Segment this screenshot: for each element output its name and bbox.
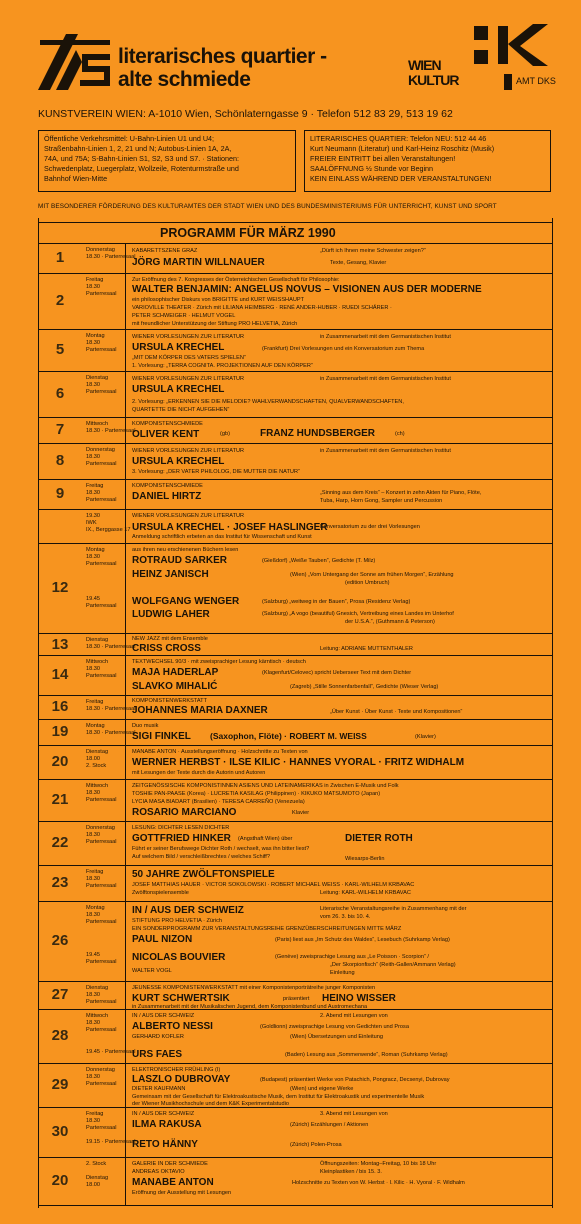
event-name: JOHANNES MARIA DAXNER: [132, 705, 268, 716]
event-detail: (gb): [220, 431, 230, 437]
event-name: ILMA RAKUSA: [132, 1119, 202, 1130]
event-text: EIN SONDERPROGRAMM ZUR VERANSTALTUNGSREIHE GRENZÜBERSCHREITUNGEN MITTE MÄRZ: [132, 926, 402, 932]
event-detail: (Budapest) präsentiert Werke von Patachich, Pongracz, Decsenyi, Dubrovay: [260, 1077, 450, 1083]
event-detail: Klavier: [292, 810, 310, 816]
program-row: [38, 444, 553, 480]
event-text: WIENER VORLESUNGEN ZUR LITERATUR: [132, 334, 245, 340]
event-detail: Leitung: KARL-WILHELM KRBAVAC: [320, 890, 411, 896]
contact-info-box: [304, 130, 551, 192]
event-detail: „Sinning aus dem Kreis“ – Konzert in zehn Akten für Piano, Flöte,: [320, 490, 482, 496]
program-row: [38, 244, 553, 274]
program-row: [38, 1108, 553, 1158]
event-detail: HEINO WISSER: [322, 993, 396, 1004]
event-detail: der U.S.A.“, (Guthmann & Peterson): [345, 619, 435, 625]
event-text: 1. Vorlesung: „TERRA COGNITA. PROJEKTIONEN AUF DEN KÖRPER“: [132, 363, 313, 369]
event-name: WERNER HERBST · ILSE KILIC · HANNES VYORAL · FRITZ WIDHALM: [132, 757, 465, 768]
event-detail: Leitung: ADRIANE MUTTENTHALER: [320, 646, 413, 652]
event-text: Anmeldung schriftlich erbeten an das Institut für Wissenschaft und Kunst: [132, 534, 312, 540]
event-name: ROTRAUD SARKER: [132, 555, 227, 566]
event-time: Freitag 18.30 Parterresaal: [86, 869, 117, 889]
event-text: ZEITGENÖSSISCHE KOMPONISTINNEN ASIENS UND LATEINAMERIKAS in Zwischen E-Musik und Folk: [132, 783, 399, 789]
event-text: aus ihren neu erschienenen Büchern lesen: [132, 547, 239, 553]
event-detail: Konversatorium zu der drei Vorlesungen: [320, 524, 420, 530]
event-name: ROSARIO MARCIANO: [132, 807, 237, 818]
event-name: RETO HÄNNY: [132, 1139, 198, 1150]
event-text: TOSHIE PAN-PAASE (Korea) · LUCRETIA KASILAG (Philippinen) · KIKUKO MATSUMOTO (Japan): [132, 791, 381, 797]
day-number: 22: [51, 834, 69, 851]
event-text: DIETER KAUFMANN: [132, 1086, 186, 1092]
program-row: [38, 330, 553, 372]
contact-line: FREIER EINTRITT bei allen Veranstaltungen!: [310, 154, 456, 163]
event-text: MANABE ANTON · Ausstellungseröffnung · Holzschnitte zu Texten von: [132, 749, 308, 755]
event-text: IN / AUS DER SCHWEIZ: [132, 1013, 195, 1019]
day-number: 29: [51, 1076, 69, 1093]
amt-text: AMT DKS: [516, 76, 556, 86]
event-name: 50 JAHRE ZWÖLFTONSPIELE: [132, 869, 275, 880]
event-text: KOMPONISTENWERKSTATT: [132, 698, 207, 704]
event-time: Mittwoch 18.30 Parterresaal: [86, 1013, 117, 1033]
program-row: [38, 866, 553, 902]
event-detail: (Baden) Lesung aus „Sommerwende“, Roman (Suhrkamp Verlag): [285, 1052, 448, 1058]
event-detail: (Wien) „Vom Untergang der Sonne am frühen Morgen“, Erzählung: [290, 572, 454, 578]
day-number: 16: [51, 698, 69, 715]
day-number: 8: [55, 452, 65, 469]
event-text: ein philosophischer Diskurs von BRIGITTE und KURT WEISSHAUPT: [132, 297, 305, 303]
event-text: mit freundlicher Unterstützung der Stiftung PRO HELVETIA, Zürich: [132, 321, 298, 327]
event-time: Donnerstag 18.30 Parterresaal: [86, 1067, 117, 1087]
program-row: [38, 418, 553, 444]
event-text: QUARTETTE DIE NICHT AUFGEHEN“: [132, 407, 230, 413]
event-name: PAUL NIZON: [132, 934, 193, 945]
program-row: [38, 372, 553, 418]
transport-line: Bahnhof Wien-Mitte: [44, 174, 108, 183]
event-name: URSULA KRECHEL: [132, 342, 225, 353]
event-text: GERHARD KOFLER: [132, 1034, 184, 1040]
event-text: TEXTWECHSEL 90/3 · mit zweisprachiger Lesung kärntisch · deutsch: [132, 659, 306, 665]
event-text: Führt er seiner Berufswege Dichter Roth / wechselt, was ihn bitter liest?: [132, 846, 310, 852]
event-name: ALBERTO NESSI: [132, 1021, 213, 1032]
event-time: Donnerstag 18.30 · Parterresaal: [86, 247, 136, 260]
event-time: Freitag 18.30 Parterresaal: [86, 277, 117, 297]
event-name: MAJA HADERLAP: [132, 667, 219, 678]
event-text: KOMPONISTENSCHMIEDE: [132, 421, 203, 427]
contact-line: SAALÖFFNUNG ½ Stunde vor Beginn: [310, 164, 434, 173]
event-detail: (Zürich) Polen-Prosa: [290, 1142, 342, 1148]
event-time: Montag 18.30 Parterresaal: [86, 547, 117, 567]
transport-line: Straßenbahn-Linien 1, 2, 21 und N; Autobus-Linien 1A, 2A,: [44, 144, 232, 153]
event-time: Mittwoch 18.30 Parterresaal: [86, 659, 117, 679]
event-time: Freitag 18.30 Parterresaal: [86, 483, 117, 503]
event-detail: (ch): [395, 431, 405, 437]
event-detail: (Klagenfurt/Celovec) spricht Ueberseer Text mit dem Dichter: [262, 670, 412, 676]
event-detail: vom 26. 3. bis 10. 4.: [320, 914, 371, 920]
day-number: 20: [51, 1172, 69, 1189]
alte-schmiede-logo: [38, 32, 113, 90]
event-text: LYCIA MASA BIADART (Brasilien) · TERESA CARREÑO (Venezuela): [132, 799, 305, 805]
event-name: KURT SCHWERTSIK: [132, 993, 230, 1004]
day-number: 5: [55, 341, 65, 358]
program-row: [38, 822, 553, 866]
header-title-line2: alte schmiede: [118, 68, 251, 91]
event-name: URSULA KRECHEL · JOSEF HASLINGER: [132, 522, 328, 533]
day-number: 14: [51, 666, 69, 683]
event-detail: FRANZ HUNDSBERGER: [260, 428, 375, 439]
event-time: Montag 18.30 Parterresaal: [86, 333, 117, 353]
program-row: [38, 544, 553, 634]
event-detail: Holzschnitte zu Texten von W. Herbst · I. Kilic · H. Vyoral · F. Widhalm: [292, 1180, 465, 1186]
event-name: DANIEL HIRTZ: [132, 491, 202, 502]
program-row: [38, 656, 553, 696]
event-detail: in Zusammenarbeit mit dem Germanistischen Institut: [320, 448, 451, 454]
event-name: CRISS CROSS: [132, 643, 201, 654]
event-time: Dienstag 18.00 2. Stock: [86, 749, 109, 769]
event-name: WALTER BENJAMIN: ANGELUS NOVUS – VISIONEN AUS DER MODERNE: [132, 284, 482, 295]
event-name: URS FAES: [132, 1049, 183, 1060]
event-name: SLAVKO MIHALIĆ: [132, 681, 218, 692]
event-detail: (Genève) zweisprachige Lesung aus „Le Poisson · Scorpion“ /: [275, 954, 429, 960]
event-text: JEUNESSE KOMPONISTENWERKSTATT mit einer Komponistenporträtreihe junger Komponisten: [132, 985, 376, 991]
event-detail: Tuba, Harp, Horn Gong, Sampler und Percussion: [320, 498, 443, 504]
event-detail: (edition Umbruch): [345, 580, 390, 586]
program-row: [38, 1158, 553, 1206]
event-text: KOMPONISTENSCHMIEDE: [132, 483, 203, 489]
event-detail: Öffnungszeiten: Montag–Freitag, 10 bis 18 Uhr: [320, 1161, 437, 1167]
contact-line: LITERARISCHES QUARTIER: Telefon NEU: 512 44 46: [310, 134, 487, 143]
event-text: KABARETTSZENE GRAZ: [132, 248, 198, 254]
contact-line: Kurt Neumann (Literatur) und Karl-Heinz Roschitz (Musik): [310, 144, 495, 153]
event-time: Montag 18.30 Parterresaal: [86, 905, 117, 925]
event-detail: (Paris) liest aus „Im Schutz des Waldes“, Lesebuch (Suhrkamp Verlag): [275, 937, 450, 943]
event-text: WALTER VOGL: [132, 968, 172, 974]
event-detail: (Salzburg) „weitweg in der Bauen“, Prosa (Residenz Verlag): [262, 599, 411, 605]
program-row: [38, 1010, 553, 1064]
event-text: WIENER VORLESUNGEN ZUR LITERATUR: [132, 376, 245, 382]
event-time: 19.30 IWK IX., Berggasse 17: [86, 513, 131, 533]
event-name: GOTTFRIED HINKER: [132, 833, 231, 844]
event-detail: (Salzburg) „A vogo (beautiful) Gnesich, Vertreibung eines Landes im Unterhof: [262, 611, 454, 617]
event-text: ELEKTRONISCHER FRÜHLING (I): [132, 1067, 221, 1073]
event-time: Dienstag 18.30 Parterresaal: [86, 375, 117, 395]
event-detail: DIETER ROTH: [345, 833, 413, 844]
event-detail: Texte, Gesang, Klavier: [330, 260, 387, 266]
event-text: 2. Vorlesung: „ERKENNEN SIE DIE MELODIE? WAHLVERWANDSCHAFTEN, QUALVERWANDSCHAFTEN,: [132, 399, 404, 405]
event-text: der Wiener Musikhochschule und dem K&K Experimentalstudio: [132, 1101, 290, 1107]
program-row: [38, 982, 553, 1010]
event-text: NEW JAZZ mit dem Ensemble: [132, 636, 208, 642]
program-title: PROGRAMM FÜR MÄRZ 1990: [160, 226, 336, 240]
day-number: 2: [55, 292, 65, 309]
day-number: 26: [51, 932, 69, 949]
day-number: 6: [55, 385, 65, 402]
day-number: 28: [51, 1027, 69, 1044]
event-detail: (Gießdorf) „Weiße Tauben“, Gedichte (T. Milz): [262, 558, 376, 564]
event-name: IN / AUS DER SCHWEIZ: [132, 905, 244, 916]
event-time: Freitag 18.30 Parterresaal: [86, 1111, 117, 1131]
program-row: [38, 902, 553, 982]
event-text: WIENER VORLESUNGEN ZUR LITERATUR: [132, 513, 245, 519]
day-number: 12: [51, 579, 69, 596]
event-detail: Kleinplastiken / bis 15. 3.: [320, 1169, 382, 1175]
transport-info-box: [38, 130, 296, 192]
wien-kultur-text: WIEN KULTUR: [408, 57, 459, 88]
event-detail: (Frankfurt) Drei Vorlesungen und ein Konversatorium zum Thema: [262, 346, 425, 352]
event-text: 3. Vorlesung: „DER VATER PHILOLOG, DIE MUTTER DIE NATUR“: [132, 469, 300, 475]
event-text: IN / AUS DER SCHWEIZ: [132, 1111, 195, 1117]
event-time: Donnerstag 18.30 Parterresaal: [86, 825, 117, 845]
address-line: KUNSTVEREIN WIEN: A-1010 Wien, Schönlaterngasse 9 · Telefon 512 83 29, 513 19 62: [38, 108, 453, 120]
event-name: URSULA KRECHEL: [132, 456, 225, 467]
day-number: 1: [55, 249, 65, 266]
event-detail: „Über Kunst · Über Kunst · Texte und Kompositionen“: [330, 709, 463, 715]
event-name: OLIVER KENT: [132, 429, 200, 440]
event-name: JÖRG MARTIN WILLNAUER: [132, 257, 265, 268]
event-text: Auf welchem Bild / verschleißbrechtes / welches Schiff?: [132, 854, 270, 860]
program-row: [38, 1064, 553, 1108]
event-text: ANDREAS OKTAVIO: [132, 1169, 185, 1175]
program-row: [38, 510, 553, 544]
event-time: 19.45 Parterresaal: [86, 596, 117, 609]
day-number: 27: [51, 986, 69, 1003]
day-number: 19: [51, 723, 69, 740]
event-name: MANABE ANTON: [132, 1177, 214, 1188]
program-row: [38, 634, 553, 656]
event-detail: 3. Abend mit Lesungen von: [320, 1111, 388, 1117]
event-time: Mittwoch 18.30 Parterresaal: [86, 783, 117, 803]
day-number: 21: [51, 791, 69, 808]
event-time: 19.15 · Parterresaal: [86, 1139, 136, 1145]
event-text: Eröffnung der Ausstellung mit Lesungen: [132, 1190, 232, 1196]
event-name: LASZLO DUBROVAY: [132, 1074, 231, 1085]
program-row: [38, 780, 553, 822]
program-row: [38, 720, 553, 746]
event-time: 19.45 Parterresaal: [86, 952, 117, 965]
event-time: Mittwoch 18.30 · Parterresaal: [86, 421, 136, 434]
day-number: 30: [51, 1123, 69, 1140]
event-time: 19.45 · Parterresaal: [86, 1049, 136, 1055]
event-text: LESUNG: DICHTER LESEN DICHTER: [132, 825, 230, 831]
event-time: Dienstag 18.30 Parterresaal: [86, 985, 117, 1005]
event-detail: Wiesarps-Berlin: [345, 856, 385, 862]
event-time: Montag 18.30 · Parterresaal: [86, 723, 136, 736]
day-number: 9: [55, 485, 65, 502]
transport-line: Öffentliche Verkehrsmittel: U-Bahn-Linien U1 und U4;: [44, 134, 215, 143]
funding-note: MIT BESONDERER FÖRDERUNG DES KULTURAMTES DER STADT WIEN UND DES BUNDESMINISTERIUMS FÜR UNTERRICHT, KUNST UND SPORT: [38, 203, 497, 210]
event-text: Zur Eröffnung des 7. Kongresses der Österreichischen Gesellschaft für Philosophie:: [132, 277, 340, 283]
header-title-line1: literarisches quartier -: [118, 45, 327, 68]
day-number: 13: [51, 636, 69, 653]
event-detail: (Zürich) Erzählungen / Aktionen: [290, 1122, 369, 1128]
program-row: [38, 696, 553, 720]
event-detail: (Goldlionn) zweisprachige Lesung von Gedichten und Prosa: [260, 1024, 409, 1030]
transport-line: 74A, und 75A; S-Bahn-Linien S1, S2, S3 und S7. · Stationen:: [44, 154, 239, 163]
event-time: Donnerstag 18.30 Parterresaal: [86, 447, 117, 467]
event-name: WOLFGANG WENGER: [132, 596, 240, 607]
event-time: Freitag 18.30 · Parterresaal: [86, 699, 136, 712]
event-detail: (Wien) Übersetzungen und Einleitung: [290, 1034, 383, 1040]
program-row: [38, 746, 553, 780]
transport-line: Schwedenplatz, Luegerplatz, Wollzeile, Rotenturmstraße und: [44, 164, 239, 173]
event-detail: Literarische Veranstaltungsreihe in Zusammenhang mit der: [320, 906, 467, 912]
event-text: WIENER VORLESUNGEN ZUR LITERATUR: [132, 448, 245, 454]
contact-line: KEIN EINLASS WÄHREND DER VERANSTALTUNGEN!: [310, 174, 492, 183]
event-text: Gemeinsam mit der Gesellschaft für Elektroakustische Musik, dem Institut für Elektroakustik und experimentelle Musik: [132, 1094, 425, 1100]
event-time: 2. Stock Dienstag 18.00: [86, 1161, 109, 1188]
event-text: Duo musik: [132, 723, 159, 729]
event-time: Dienstag 18.30 · Parterresaal: [86, 637, 136, 650]
event-detail: (Zagreb) „Stille Sonnenfarbenfall“, Gedichte (Wieser Verlag): [290, 684, 439, 690]
day-number: 7: [55, 421, 65, 438]
event-text: VARIOVILLE THEATER · Zürich mit LILIANA HEIMBERG · RENÉ ANDER-HUBER · RUEDI SCHÄRER ·: [132, 305, 392, 311]
event-detail: (Saxophon, Flöte) · ROBERT M. WEISS: [210, 731, 367, 741]
event-detail: in Zusammenarbeit mit dem Germanistischen Institut: [320, 334, 451, 340]
event-detail: (Wien) und eigene Werke: [290, 1086, 354, 1092]
event-name: LUDWIG LAHER: [132, 609, 210, 620]
day-number: 23: [51, 874, 69, 891]
event-detail: „Dürft ich Ihnen meine Schwester zeigen?“: [320, 248, 426, 254]
event-name: SIGI FINKEL: [132, 731, 191, 742]
event-detail: (Klavier): [415, 734, 436, 740]
program-row: [38, 274, 553, 330]
event-name: HEINZ JANISCH: [132, 569, 209, 580]
event-name: URSULA KRECHEL: [132, 384, 225, 395]
event-text: mit Lesungen der Texte durch die Autorin und Autoren: [132, 770, 266, 776]
event-text: „MIT DEM KÖRPER DES VATERS SPIELEN“: [132, 355, 246, 361]
event-detail: in Zusammenarbeit mit der Musikalischen Jugend, dem Komponistenbund und Austromechana: [132, 1004, 368, 1010]
event-detail: präsentiert: [283, 996, 310, 1002]
event-name: NICOLAS BOUVIER: [132, 952, 226, 963]
event-text: Zwölftonspielensemble: [132, 890, 189, 896]
event-detail: (Angsthaft Wien) über: [238, 836, 293, 842]
program-row: [38, 480, 553, 510]
event-detail: „Der Skorpionfisch“ (Reith-Gallen/Ammann Verlag): [330, 962, 456, 968]
wien-kultur-logo: [408, 24, 558, 96]
event-text: STIFTUNG PRO HELVETIA · Zürich: [132, 918, 223, 924]
event-detail: in Zusammenarbeit mit dem Germanistischen Institut: [320, 376, 451, 382]
event-text: PETER SCHWEIGER · HELMUT VOGEL: [132, 313, 236, 319]
event-text: GALERIE IN DER SCHMIEDE: [132, 1161, 208, 1167]
event-detail: Einleitung: [330, 970, 355, 976]
event-detail: 2. Abend mit Lesungen von: [320, 1013, 388, 1019]
day-number: 20: [51, 753, 69, 770]
event-text: JOSEF MATTHIAS HAUER · VICTOR SOKOLOWSKI · ROBERT MICHAEL WEISS · KARL-WILHELM KRBAVAC: [132, 882, 415, 888]
